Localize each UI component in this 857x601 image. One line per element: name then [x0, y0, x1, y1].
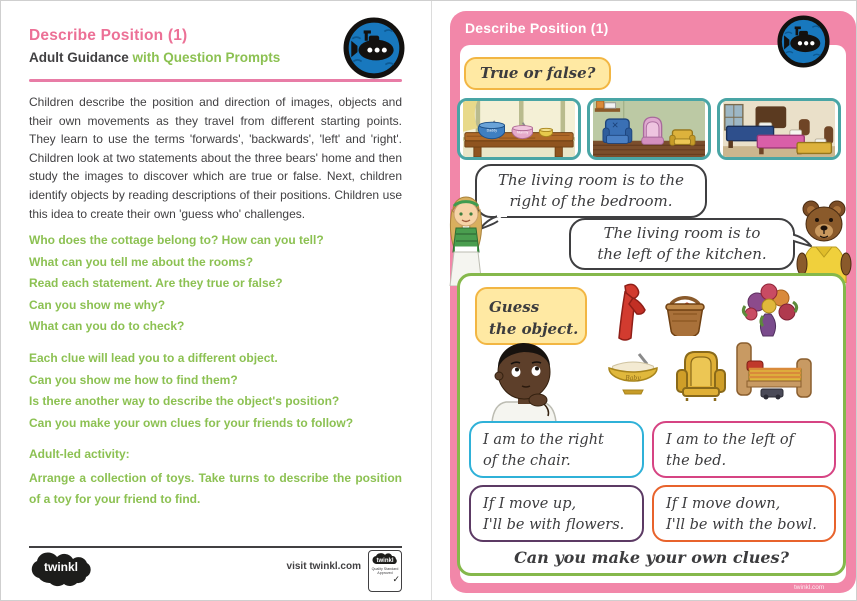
prompt-line: Can you make your own clues for your friends to follow?	[29, 415, 354, 430]
clue-box-right-of-chair	[469, 421, 644, 478]
bowl-label-daddy: Daddy	[486, 128, 498, 133]
prompt-line: Who does the cottage belong to? How can you tell?	[29, 233, 324, 247]
clue-box-left-of-bed	[652, 421, 836, 478]
speech-line: right of the bedroom.	[509, 192, 673, 210]
guess-line: Guess	[489, 298, 540, 316]
prompt-line: Can you show me how to find them?	[29, 372, 238, 387]
submarine-icon	[343, 17, 405, 79]
visit-twinkl-link: visit twinkl.com	[286, 561, 361, 572]
prompt-line: What can you tell me about the rooms?	[29, 254, 254, 269]
clue-line: If I move up,	[483, 496, 577, 512]
clue-line: I am to the right	[483, 432, 604, 448]
clue-line: the bed.	[666, 453, 727, 469]
badge-logo-text: twinkl	[376, 558, 394, 564]
checkmark-icon: ✓	[392, 574, 400, 585]
bed-object	[735, 341, 813, 401]
twinkl-watermark: twinkl.com	[794, 584, 825, 591]
badge-cloud-icon	[372, 553, 398, 567]
header-divider	[29, 79, 402, 82]
porridge-bowl-object	[605, 352, 661, 396]
badge-line2: Approved	[377, 571, 393, 576]
speech-line: the left of the kitchen.	[597, 245, 767, 263]
guess-the-object-label	[475, 287, 587, 345]
card-title: Describe Position (1)	[465, 20, 609, 36]
bowl-label-mummy: Mummy	[516, 130, 529, 135]
submarine-icon	[777, 15, 830, 68]
guess-line: the object.	[489, 320, 579, 338]
bowl-label-baby: Baby	[625, 375, 641, 382]
footer-divider	[29, 546, 402, 548]
twinkl-logo-text: twinkl	[43, 560, 79, 574]
speech-line: The living room is to	[603, 224, 761, 242]
prompt-line: What can you do to check?	[29, 319, 185, 333]
true-or-false-label: True or false?	[464, 57, 611, 90]
living-room-scene	[590, 101, 708, 157]
quality-badge	[368, 550, 402, 592]
badge-line1: Quality Standard	[371, 567, 399, 571]
bear-character	[794, 198, 854, 283]
subtitle-green: with Question Prompts	[132, 50, 281, 65]
speech-line: The living room is to the	[497, 171, 685, 189]
twinkl-logo	[27, 552, 95, 588]
thinking-boy-character	[478, 338, 570, 422]
armchair-object	[673, 346, 729, 402]
prompt-line: Each clue will lead you to a different object.	[29, 351, 278, 365]
clue-box-move-down-bowl	[652, 485, 836, 542]
kitchen-image	[457, 98, 581, 160]
bedroom-scene	[720, 101, 838, 157]
adult-led-activity-text: Arrange a collection of toys. Take turns to describe the position of a toy for your friend to find.	[29, 471, 402, 506]
make-your-own-clues-question: Can you make your own clues?	[514, 548, 789, 567]
intro-paragraph: Children describe the position and direction of images, objects and their own movements as they travel from different starting points. They learn to use the terms 'forwards', 'backwards', 'left' and 'right'. Children look at two statements about the three bears' home and then study the images to discover which are true or false. Next, children identify objects by reading descriptions of their positions. Children use this idea to create their own 'guess who' challenges.	[29, 95, 402, 221]
adult-led-activity-label: Adult-led activity:	[29, 447, 130, 461]
question-prompts-group2	[29, 348, 402, 434]
clue-line: I'll be with the bowl.	[666, 517, 817, 533]
flowers-object	[737, 280, 801, 344]
speech-bubble-bear	[569, 218, 795, 270]
prompt-line: Can you show me why?	[29, 297, 166, 312]
prompt-line: Read each statement. Are they true or false?	[29, 276, 283, 290]
clue-line: I am to the left of	[666, 432, 794, 448]
clue-line: I'll be with flowers.	[483, 517, 625, 533]
kitchen-scene	[460, 101, 578, 157]
page-divider	[431, 1, 432, 601]
prompt-line: Is there another way to describe the object's position?	[29, 394, 340, 408]
page-subtitle	[29, 50, 280, 65]
clue-line: of the chair.	[483, 453, 571, 469]
basket-object	[661, 292, 709, 336]
question-prompts-group1	[29, 230, 402, 338]
clue-box-move-up-flowers	[469, 485, 644, 542]
living-room-image	[587, 98, 711, 160]
red-coat-object	[605, 282, 649, 344]
clue-line: If I move down,	[666, 496, 781, 512]
subtitle-dark: Adult Guidance	[29, 50, 129, 65]
speech-bubble-girl	[475, 164, 707, 218]
bedroom-image	[717, 98, 841, 160]
page-title: Describe Position (1)	[29, 27, 188, 44]
